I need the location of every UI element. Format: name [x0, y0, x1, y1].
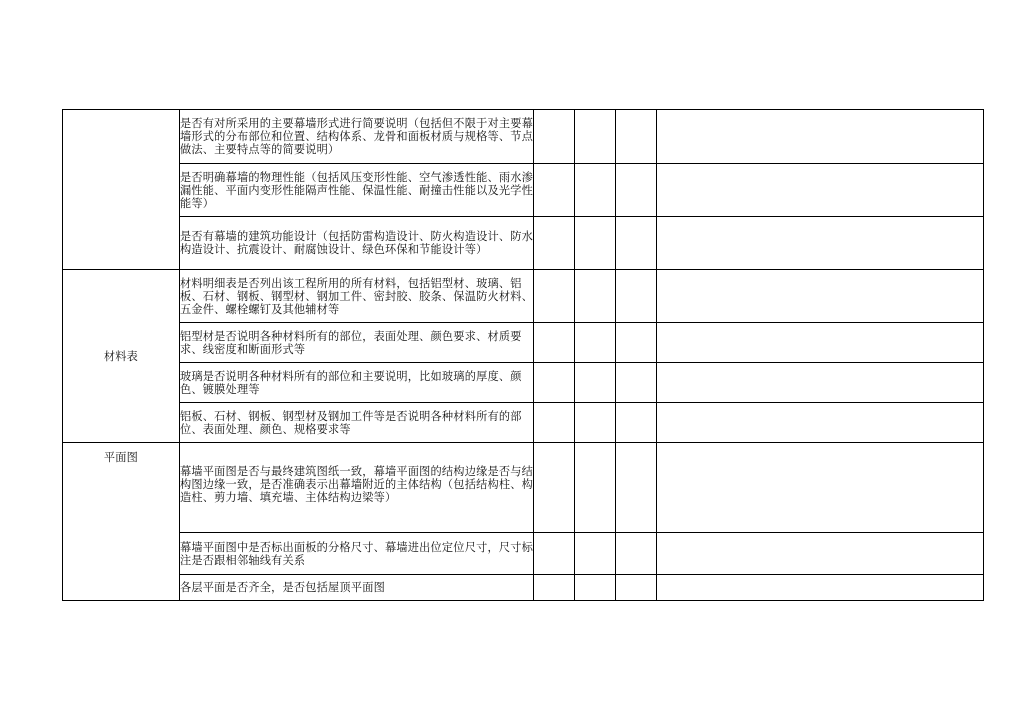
check-cell[interactable]: [616, 363, 657, 403]
check-cell[interactable]: [534, 443, 575, 533]
check-cell[interactable]: [616, 323, 657, 363]
review-checklist-table: [62, 109, 984, 601]
remarks-cell[interactable]: [657, 323, 984, 363]
check-cell[interactable]: [575, 270, 616, 323]
check-cell[interactable]: [575, 110, 616, 164]
category-cell: 材料表: [63, 270, 180, 443]
criterion-text: 玻璃是否说明各种材料所有的部位和主要说明，比如玻璃的厚度、颜色、镀膜处理等: [180, 363, 534, 403]
check-cell[interactable]: [616, 217, 657, 270]
check-cell[interactable]: [616, 270, 657, 323]
check-cell[interactable]: [616, 110, 657, 164]
remarks-cell[interactable]: [657, 443, 984, 533]
check-cell[interactable]: [575, 217, 616, 270]
criterion-text: 铝板、石材、钢板、钢型材及钢加工件等是否说明各种材料所有的部位、表面处理、颜色、规格要求等: [180, 403, 534, 443]
check-cell[interactable]: [575, 164, 616, 217]
criterion-text: 铝型材是否说明各种材料所有的部位，表面处理、颜色要求、材质要求、线密度和断面形式等: [180, 323, 534, 363]
check-cell[interactable]: [616, 164, 657, 217]
check-cell[interactable]: [575, 403, 616, 443]
check-cell[interactable]: [575, 363, 616, 403]
remarks-cell[interactable]: [657, 217, 984, 270]
check-cell[interactable]: [534, 323, 575, 363]
check-cell[interactable]: [575, 533, 616, 575]
table-row: [63, 403, 984, 443]
table-row: [63, 323, 984, 363]
check-cell[interactable]: [616, 443, 657, 533]
table-row: [63, 363, 984, 403]
check-cell[interactable]: [575, 323, 616, 363]
table-row: [63, 217, 984, 270]
table-row: [63, 270, 984, 323]
table-row: [63, 575, 984, 601]
remarks-cell[interactable]: [657, 110, 984, 164]
check-cell[interactable]: [534, 164, 575, 217]
remarks-cell[interactable]: [657, 533, 984, 575]
table-row: [63, 443, 984, 533]
criterion-text: 幕墙平面图中是否标出面板的分格尺寸、幕墙进出位定位尺寸，尺寸标注是否跟相邻轴线有关系: [180, 533, 534, 575]
table-row: [63, 533, 984, 575]
category-cell: 平面图: [63, 443, 180, 601]
check-cell[interactable]: [534, 575, 575, 601]
table-row: [63, 164, 984, 217]
remarks-cell[interactable]: [657, 363, 984, 403]
check-cell[interactable]: [534, 110, 575, 164]
criterion-text: 材料明细表是否列出该工程所用的所有材料，包括铝型材、玻璃、铝板、石材、钢板、钢型材、钢加工件、密封胶、胶条、保温防火材料、五金件、螺栓螺钉及其他辅材等: [180, 270, 534, 323]
check-cell[interactable]: [534, 403, 575, 443]
remarks-cell[interactable]: [657, 270, 984, 323]
remarks-cell[interactable]: [657, 575, 984, 601]
check-cell[interactable]: [616, 575, 657, 601]
check-cell[interactable]: [534, 270, 575, 323]
check-cell[interactable]: [575, 443, 616, 533]
criterion-text: 是否有对所采用的主要幕墙形式进行简要说明（包括但不限于对主要幕墙形式的分布部位和位置、结构体系、龙骨和面板材质与规格等、节点做法、主要特点等的简要说明）: [180, 110, 534, 164]
remarks-cell[interactable]: [657, 403, 984, 443]
criterion-text: 各层平面是否齐全，是否包括屋顶平面图: [180, 575, 534, 601]
criterion-text: 是否明确幕墙的物理性能（包括风压变形性能、空气渗透性能、雨水渗漏性能、平面内变形性能隔声性能、保温性能、耐撞击性能以及光学性能等）: [180, 164, 534, 217]
category-cell: [63, 110, 180, 270]
check-cell[interactable]: [534, 363, 575, 403]
remarks-cell[interactable]: [657, 164, 984, 217]
table-row: [63, 110, 984, 164]
criterion-text: 是否有幕墙的建筑功能设计（包括防雷构造设计、防火构造设计、防水构造设计、抗震设计、耐腐蚀设计、绿色环保和节能设计等）: [180, 217, 534, 270]
criterion-text: 幕墙平面图是否与最终建筑图纸一致，幕墙平面图的结构边缘是否与结构图边缘一致，是否准确表示出幕墙附近的主体结构（包括结构柱、构造柱、剪力墙、填充墙、主体结构边梁等）: [180, 443, 534, 533]
check-cell[interactable]: [616, 403, 657, 443]
check-cell[interactable]: [616, 533, 657, 575]
check-cell[interactable]: [534, 217, 575, 270]
check-cell[interactable]: [575, 575, 616, 601]
check-cell[interactable]: [534, 533, 575, 575]
